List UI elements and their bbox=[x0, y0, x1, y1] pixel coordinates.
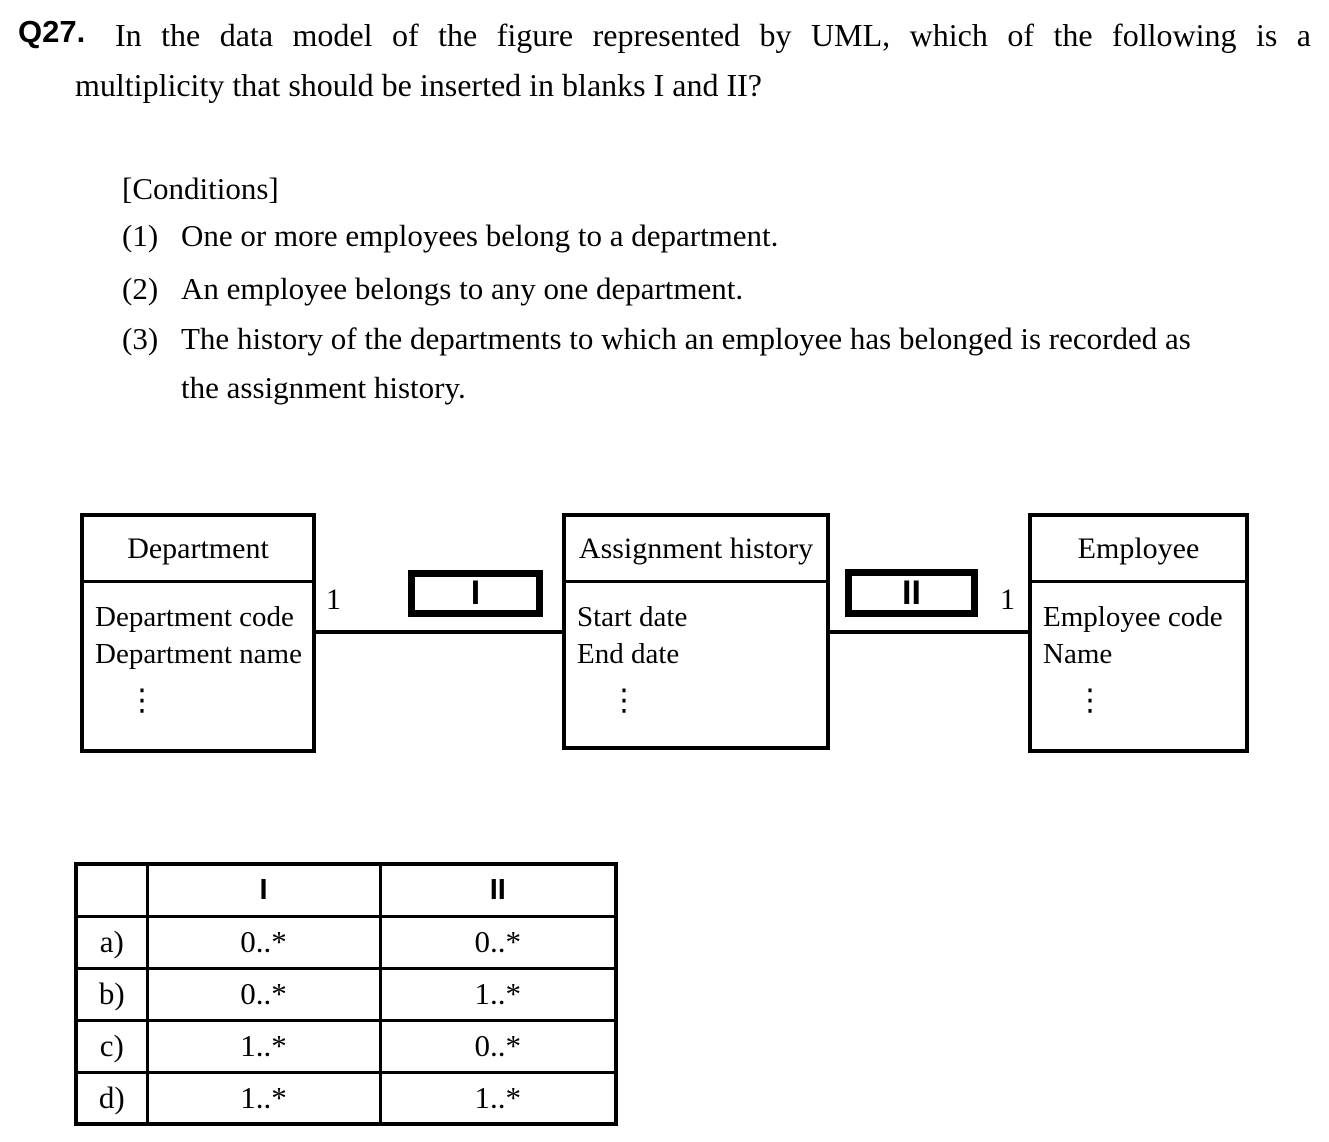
table-header-blank bbox=[76, 864, 147, 916]
table-row-a bbox=[76, 916, 616, 968]
uml-attribute: Start date bbox=[577, 601, 688, 633]
condition-3-text-line1: The history of the departments to which an employee has belonged is recorded as bbox=[181, 321, 1191, 356]
table-row-c bbox=[76, 1020, 616, 1072]
table-header-I: I bbox=[147, 864, 380, 916]
ellipsis-symbol: ⋮ bbox=[609, 684, 639, 717]
table-header-II: II bbox=[380, 864, 616, 916]
uml-attributes-employee bbox=[1032, 583, 1245, 721]
answer-options-table bbox=[74, 862, 618, 1126]
condition-1-text: One or more employees belong to a department. bbox=[181, 218, 779, 253]
option-label-d: d) bbox=[76, 1072, 147, 1124]
ellipsis-symbol: ⋮ bbox=[127, 684, 157, 717]
blank-box-I bbox=[408, 570, 543, 617]
option-c-blank1-value: 1..* bbox=[147, 1020, 380, 1072]
option-a-blank2-value: 0..* bbox=[380, 916, 616, 968]
uml-attribute: Employee code bbox=[1043, 601, 1223, 633]
condition-3-number: (3) bbox=[122, 321, 159, 356]
blank-box-II bbox=[845, 569, 978, 617]
uml-class-assignment-history bbox=[562, 513, 830, 750]
option-a-blank1-value: 0..* bbox=[147, 916, 380, 968]
uml-attribute: End date bbox=[577, 638, 680, 670]
option-c-blank2-value: 0..* bbox=[380, 1020, 616, 1072]
table-row-d bbox=[76, 1072, 616, 1124]
uml-attribute: Name bbox=[1043, 638, 1113, 670]
uml-attribute: Department name bbox=[95, 638, 302, 670]
blank-box-I-label: I bbox=[470, 574, 481, 612]
option-label-c: c) bbox=[76, 1020, 147, 1072]
question-text-line1: In the data model of the figure represented by UML, which of the following is a bbox=[115, 17, 1311, 53]
ellipsis-symbol: ⋮ bbox=[1075, 684, 1105, 717]
condition-2-number: (2) bbox=[122, 271, 159, 306]
blank-box-II-label: II bbox=[902, 573, 921, 612]
table-header-row bbox=[76, 864, 616, 916]
option-d-blank1-value: 1..* bbox=[147, 1072, 380, 1124]
table-row-b bbox=[76, 968, 616, 1020]
uml-attribute: Department code bbox=[95, 601, 294, 633]
uml-class-employee bbox=[1028, 513, 1249, 753]
uml-class-title-employee: Employee bbox=[1032, 517, 1245, 583]
uml-class-title-assignment-history: Assignment history bbox=[566, 517, 826, 583]
condition-1-number: (1) bbox=[122, 218, 159, 253]
option-label-a: a) bbox=[76, 916, 147, 968]
multiplicity-employee-side: 1 bbox=[1000, 583, 1015, 616]
uml-attributes-assignment-history bbox=[566, 583, 826, 721]
uml-attributes-department bbox=[84, 583, 312, 721]
question-text-line2: multiplicity that should be inserted in blanks I and II? bbox=[75, 67, 762, 103]
uml-class-title-department: Department bbox=[84, 517, 312, 583]
association-line-assignment-employee bbox=[830, 630, 1028, 634]
multiplicity-department-side: 1 bbox=[326, 583, 341, 616]
option-label-b: b) bbox=[76, 968, 147, 1020]
condition-3-text-line2: the assignment history. bbox=[181, 370, 466, 405]
association-line-department-assignment bbox=[316, 630, 562, 634]
question-number: Q27. bbox=[18, 14, 86, 49]
condition-2-text: An employee belongs to any one department. bbox=[181, 271, 744, 306]
uml-class-department bbox=[80, 513, 316, 753]
option-d-blank2-value: 1..* bbox=[380, 1072, 616, 1124]
option-b-blank1-value: 0..* bbox=[147, 968, 380, 1020]
conditions-heading: [Conditions] bbox=[122, 171, 279, 206]
option-b-blank2-value: 1..* bbox=[380, 968, 616, 1020]
